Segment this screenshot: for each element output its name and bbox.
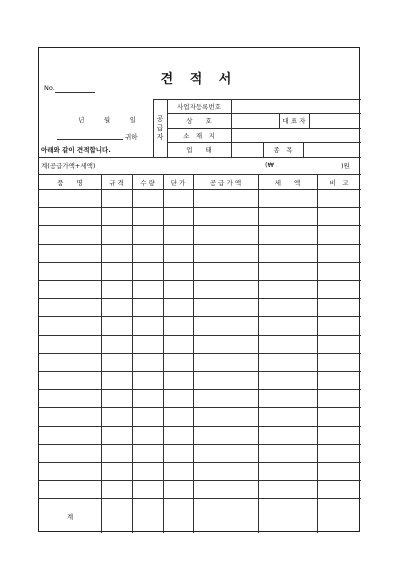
table-row[interactable]: [39, 244, 361, 262]
supplier-business-item-label: 종 목: [273, 146, 293, 154]
table-row[interactable]: [39, 371, 361, 389]
no-label: No.: [44, 84, 55, 92]
date-label: 년 월 일: [78, 116, 136, 124]
table-row[interactable]: [39, 462, 361, 480]
table-row[interactable]: [39, 353, 361, 371]
no-field[interactable]: [55, 92, 95, 93]
column-header: 비 고: [329, 179, 349, 187]
supplier-company-label: 상 호: [186, 117, 212, 125]
recipient-field[interactable]: [57, 139, 123, 140]
column-header: 수 량: [140, 179, 155, 187]
statement-text: 아래와 같이 견적합니다.: [41, 146, 111, 154]
table-row[interactable]: [39, 207, 361, 225]
table-row[interactable]: [39, 444, 361, 462]
footer-total-label: 계: [66, 512, 74, 521]
document-title: 견 적 서: [160, 72, 238, 87]
table-row[interactable]: [39, 480, 361, 498]
table-row[interactable]: [39, 189, 361, 207]
supplier-label: 공급자: [156, 114, 164, 142]
supplier-business-type-label: 업 태: [186, 146, 212, 154]
table-row[interactable]: [39, 280, 361, 298]
total-unit: )원: [341, 162, 350, 170]
supplier-ceo-label: 대 표 자: [282, 117, 306, 125]
table-row[interactable]: [39, 389, 361, 407]
column-header: 세 액: [274, 179, 301, 187]
column-header: 품 명: [57, 179, 83, 187]
table-row[interactable]: [39, 426, 361, 444]
table-row[interactable]: [39, 335, 361, 353]
recipient-suffix: 귀하: [125, 133, 138, 141]
table-row[interactable]: [39, 298, 361, 316]
supplier-reg-no-label: 사업자등록번호: [177, 103, 221, 111]
estimate-form: [38, 47, 360, 532]
table-row[interactable]: [39, 407, 361, 425]
total-currency: (₩: [265, 161, 274, 169]
table-row[interactable]: [39, 316, 361, 334]
table-row[interactable]: [39, 262, 361, 280]
table-row[interactable]: [39, 225, 361, 243]
column-header: 단 가: [170, 179, 186, 187]
column-header: 공 급 가 액: [209, 179, 242, 187]
column-header: 규 격: [109, 179, 124, 187]
supplier-address-label: 소 재 지: [183, 132, 215, 140]
total-label: 계(공급가액+세액): [41, 162, 96, 170]
